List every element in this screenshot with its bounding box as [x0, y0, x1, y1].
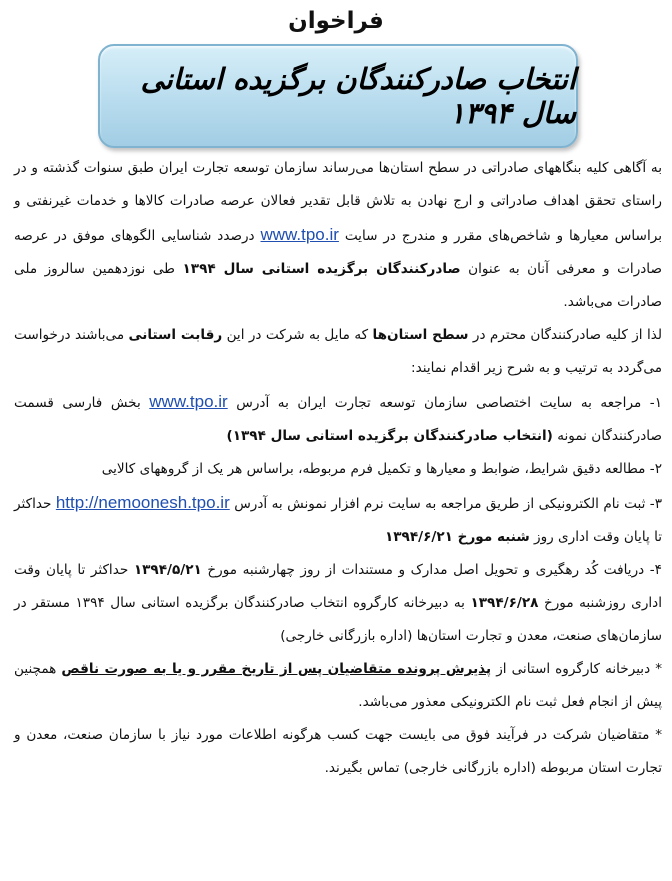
intro-text-3: طی نوزدهمین سالروز ملی صادرات می‌باشد.: [14, 261, 662, 310]
note-1: [14, 653, 662, 719]
step-4-end-date: ۱۳۹۴/۶/۲۸: [470, 595, 539, 611]
intro-bold-title: صادرکنندگان برگزیده استانی سال ۱۳۹۴: [182, 261, 461, 277]
intro-text-2: درصدد شناسایی الگوهای موفق در عرصه صادرات و معرفی آنان به عنوان: [14, 228, 662, 277]
step-4: [14, 554, 662, 653]
note-2-text: * متقاضیان شرکت در فرآیند فوق می بایست جهت کسب هرگونه اطلاعات مورد نیاز با سازمان صنعت، معدن و تجارت استان مربوطه (اداره بازرگانی خارجی) تماس بگیرند.: [14, 727, 662, 776]
step-4-text-2: حداکثر تا پایان وقت اداری روزشنبه مورخ: [14, 562, 662, 611]
note-1-bold-underlined: پذیرش پرونده متقاضیان پس از تاریخ مقرر و یا به صورت ناقص: [61, 661, 492, 677]
note-2: [14, 719, 662, 785]
step-2: [14, 453, 662, 486]
nemoonesh-link[interactable]: http://nemoonesh.tpo.ir: [55, 493, 230, 512]
step-1-text-2: بخش فارسی قسمت صادرکنندگان نمونه: [14, 395, 662, 444]
request-bold-competition: رقابت استانی: [128, 327, 223, 343]
request-text-2: که مایل به شرکت در این: [226, 327, 369, 343]
step-1-bold: (انتخاب صادرکنندگان برگزیده استانی سال ۱۳۹۴): [226, 428, 553, 444]
request-text-1: لذا از کلیه صادرکنندگان محترم در: [472, 327, 662, 343]
step-1-text-1: ۱- مراجعه به سایت اختصاصی سازمان توسعه تجارت ایران به آدرس: [236, 395, 662, 411]
step-2-text: ۲- مطالعه دقیق شرایط، ضوابط و معیارها و تکمیل فرم مربوطه، براساس هر یک از گروههای کالایی: [101, 461, 662, 477]
intro-paragraph: [14, 152, 662, 319]
step-3-text-2: حداکثر تا پایان وقت اداری روز: [14, 496, 662, 545]
note-1-text-1: * دبیرخانه کارگروه استانی از: [496, 661, 662, 677]
request-text-3: می‌باشند درخواست می‌گردد به ترتیب و به شرح زیر اقدام نمایند:: [14, 327, 662, 376]
step-3-deadline: شنبه مورخ ۱۳۹۴/۶/۲۱: [384, 529, 530, 545]
request-paragraph: [14, 319, 662, 385]
title-banner: [98, 44, 578, 148]
intro-text-1: به آگاهی کلیه بنگاههای صادراتی در سطح استان‌ها می‌رساند سازمان توسعه تجارت ایران طبق سنوات گذشته و در راستای تحقق اهداف صادراتی و ارج نهادن به تلاش قابل تقدیر فعالان عرصه صادرات کالاها و خدمات غیرنفتی و براساس معیارها و شاخص‌های مقرر و مندرج در سایت: [14, 160, 662, 244]
tpo-website-link[interactable]: www.tpo.ir: [260, 225, 339, 244]
step-1: [14, 385, 662, 453]
banner-title: انتخاب صادرکنندگان برگزیده استانی سال ۱۳۹۴: [140, 62, 576, 130]
request-bold-provinces: سطح استان‌ها: [372, 327, 469, 343]
step-4-start-date: ۱۳۹۴/۵/۲۱: [133, 562, 202, 578]
step-1-link[interactable]: www.tpo.ir: [149, 392, 228, 411]
step-4-text-3: به دبیرخانه کارگروه انتخاب صادرکنندگان برگزیده استانی سال ۱۳۹۴ مستقر در سازمان‌های صنعت، معدن و تجارت استان‌ها (اداره بازرگانی خارجی): [14, 595, 662, 644]
announcement-body: [14, 152, 662, 785]
page-title: فراخوان: [288, 8, 384, 34]
step-3: [14, 486, 662, 554]
step-3-text-1: ۳- ثبت نام الکترونیکی از طریق مراجعه به سایت نرم افزار نمونش به آدرس: [234, 496, 663, 512]
note-1-text-2: همچنین پیش از انجام فعل ثبت نام الکترونیکی معذور می‌باشد.: [14, 661, 662, 710]
step-4-text-1: ۴- دریافت کُد رهگیری و تحویل اصل مدارک و مستندات از روز چهارشنبه مورخ: [207, 562, 662, 578]
